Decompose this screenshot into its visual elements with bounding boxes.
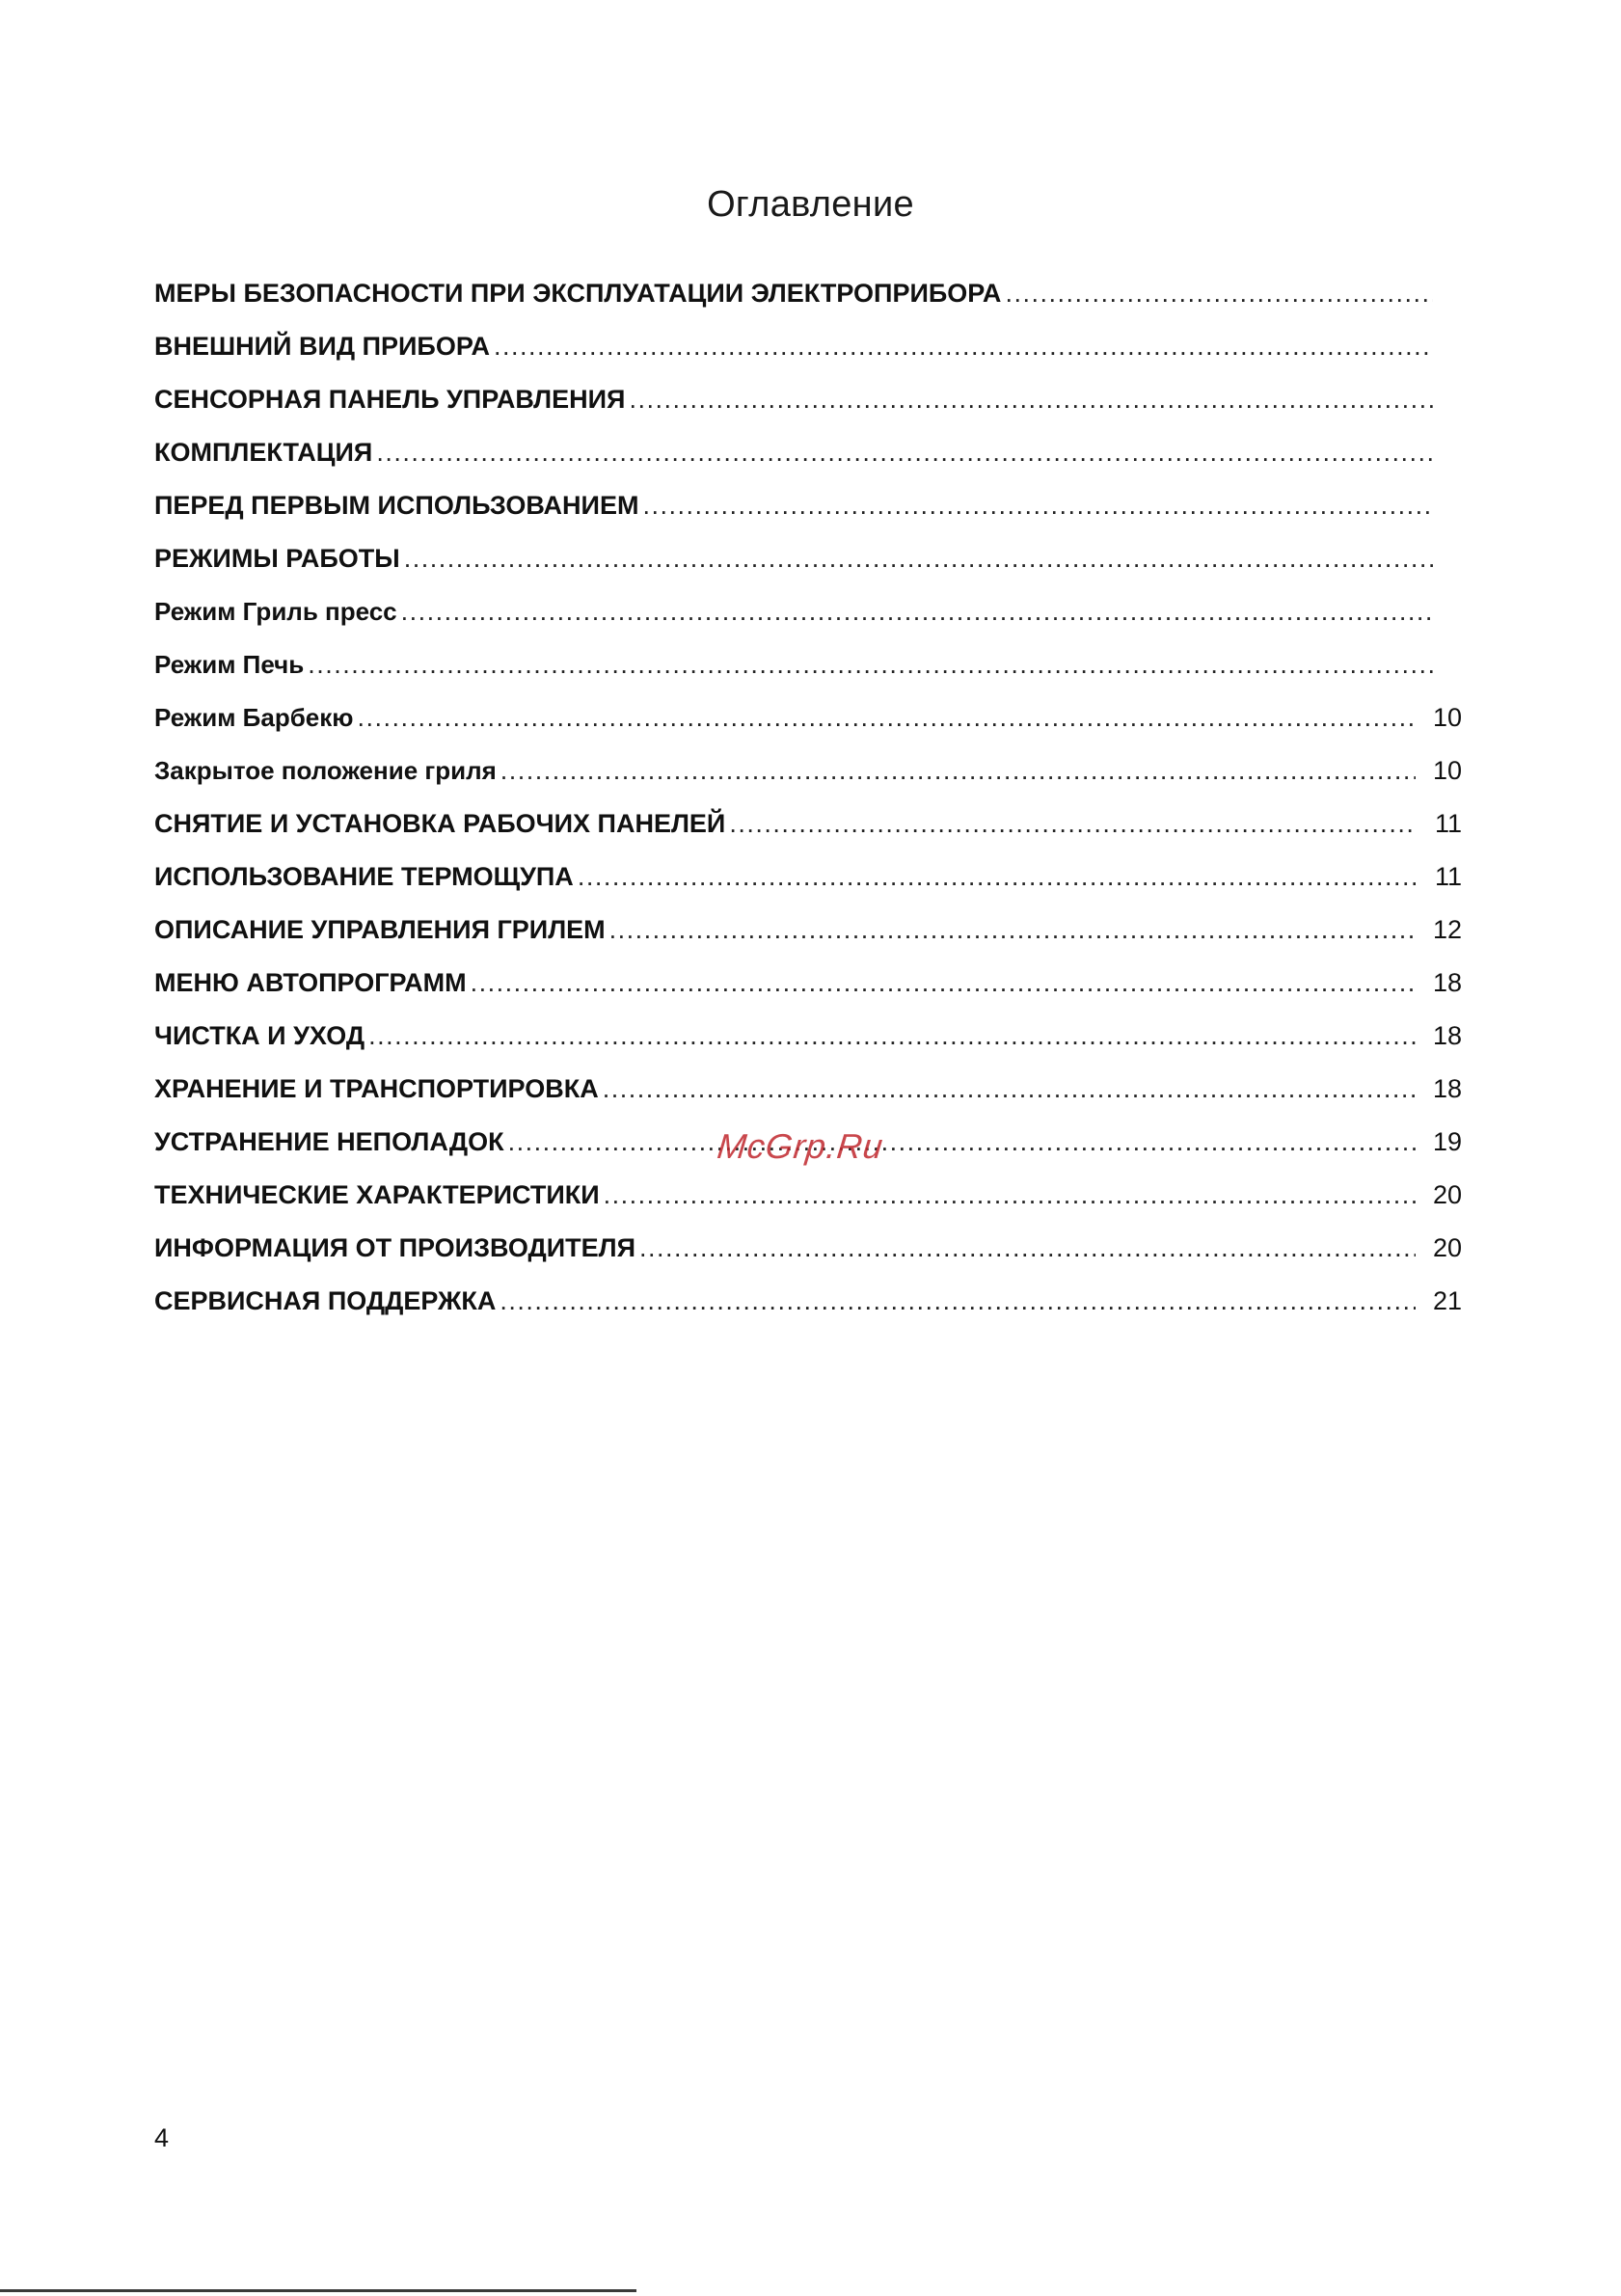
toc-entry[interactable] <box>154 1228 1462 1281</box>
toc-dot-leader <box>308 644 1433 685</box>
watermark-text: McGrp.Ru <box>715 1126 886 1166</box>
toc-entry-page: 10 <box>1432 703 1462 732</box>
toc-entry-label: СНЯТИЕ И УСТАНОВКА РАБОЧИХ ПАНЕЛЕЙ <box>154 809 726 838</box>
toc-dot-leader <box>729 803 1416 844</box>
toc-entry-label: ЧИСТКА И УХОД <box>154 1021 365 1050</box>
toc-dot-leader <box>494 326 1433 366</box>
toc-entry[interactable] <box>154 750 1462 803</box>
toc-entry[interactable] <box>154 644 1462 697</box>
toc-entry[interactable] <box>154 432 1462 485</box>
toc-entry[interactable] <box>154 326 1462 379</box>
toc-dot-leader <box>500 1281 1416 1321</box>
toc-entry-page: 18 <box>1432 1074 1462 1103</box>
toc-entry[interactable] <box>154 697 1462 750</box>
toc-entry-page: 10 <box>1432 756 1462 785</box>
footer-divider <box>0 2289 636 2292</box>
toc-entry-page: 19 <box>1432 1127 1462 1156</box>
toc-entry-label: КОМПЛЕКТАЦИЯ <box>154 438 373 467</box>
toc-dot-leader <box>500 750 1416 791</box>
toc-entry[interactable] <box>154 379 1462 432</box>
toc-entry-label: ИСПОЛЬЗОВАНИЕ ТЕРМОЩУПА <box>154 862 574 891</box>
toc-entry[interactable] <box>154 803 1462 856</box>
toc-entry-label: Режим Гриль пресс <box>154 597 397 626</box>
toc-dot-leader <box>508 1121 1416 1162</box>
toc-entry[interactable] <box>154 909 1462 962</box>
toc-dot-leader <box>1005 273 1433 313</box>
toc-entry[interactable] <box>154 962 1462 1015</box>
toc-dot-leader <box>357 697 1416 738</box>
toc-dot-leader <box>603 1068 1416 1109</box>
toc-entry[interactable] <box>154 538 1462 591</box>
toc-dot-leader <box>609 909 1416 950</box>
toc-entry-label: СЕНСОРНАЯ ПАНЕЛЬ УПРАВЛЕНИЯ <box>154 385 626 414</box>
toc-dot-leader <box>376 432 1433 473</box>
toc-dot-leader <box>368 1015 1416 1056</box>
page-number: 4 <box>154 2123 170 2152</box>
toc-entry-label: ВНЕШНИЙ ВИД ПРИБОРА <box>154 332 490 361</box>
toc-entry-label: МЕРЫ БЕЗОПАСНОСТИ ПРИ ЭКСПЛУАТАЦИИ ЭЛЕКТРОПРИБОРА <box>154 279 1002 308</box>
toc-dot-leader <box>401 591 1433 632</box>
toc-entry-page: 20 <box>1432 1180 1462 1209</box>
toc-entry[interactable] <box>154 1015 1462 1068</box>
toc-entry-label: Закрытое положение гриля <box>154 756 497 785</box>
toc-entry-label: ОПИСАНИЕ УПРАВЛЕНИЯ ГРИЛЕМ <box>154 915 606 944</box>
toc-entry-label: ПЕРЕД ПЕРВЫМ ИСПОЛЬЗОВАНИЕМ <box>154 491 639 520</box>
toc-entry-page: 20 <box>1432 1233 1462 1262</box>
toc-dot-leader <box>639 1228 1416 1268</box>
toc-entry[interactable] <box>154 1281 1462 1334</box>
toc-entry[interactable] <box>154 591 1462 644</box>
toc-entry-label: ТЕХНИЧЕСКИЕ ХАРАКТЕРИСТИКИ <box>154 1180 600 1209</box>
toc-entry-page: 18 <box>1432 968 1462 997</box>
toc-entry-label: СЕРВИСНАЯ ПОДДЕРЖКА <box>154 1286 497 1315</box>
toc-dot-leader <box>642 485 1433 526</box>
toc-dot-leader <box>604 1175 1416 1215</box>
toc-entry-label: ХРАНЕНИЕ И ТРАНСПОРТИРОВКА <box>154 1074 599 1103</box>
toc-entry[interactable] <box>154 485 1462 538</box>
page-title: Оглавление <box>707 184 914 226</box>
toc-entry-label: Режим Барбекю <box>154 703 354 732</box>
toc-dot-leader <box>404 538 1433 579</box>
toc-dot-leader <box>578 856 1416 897</box>
toc-entry-label: МЕНЮ АВТОПРОГРАММ <box>154 968 467 997</box>
toc-entry[interactable] <box>154 1068 1462 1121</box>
toc-entry[interactable] <box>154 273 1462 326</box>
toc-dot-leader <box>629 379 1433 419</box>
toc-entry-label: УСТРАНЕНИЕ НЕПОЛАДОК <box>154 1127 504 1156</box>
toc-entry-label: Режим Печь <box>154 650 305 679</box>
toc-entry[interactable] <box>154 1175 1462 1228</box>
table-of-contents <box>154 273 1462 1334</box>
toc-entry-page: 18 <box>1432 1021 1462 1050</box>
toc-entry-page: 11 <box>1434 862 1462 891</box>
toc-dot-leader <box>471 962 1416 1003</box>
toc-entry-page: 12 <box>1432 915 1462 944</box>
toc-entry-page: 21 <box>1432 1286 1462 1315</box>
toc-entry-page: 11 <box>1434 809 1462 838</box>
toc-entry-label: ИНФОРМАЦИЯ ОТ ПРОИЗВОДИТЕЛЯ <box>154 1233 635 1262</box>
toc-entry-label: РЕЖИМЫ РАБОТЫ <box>154 544 400 573</box>
toc-entry[interactable] <box>154 856 1462 909</box>
